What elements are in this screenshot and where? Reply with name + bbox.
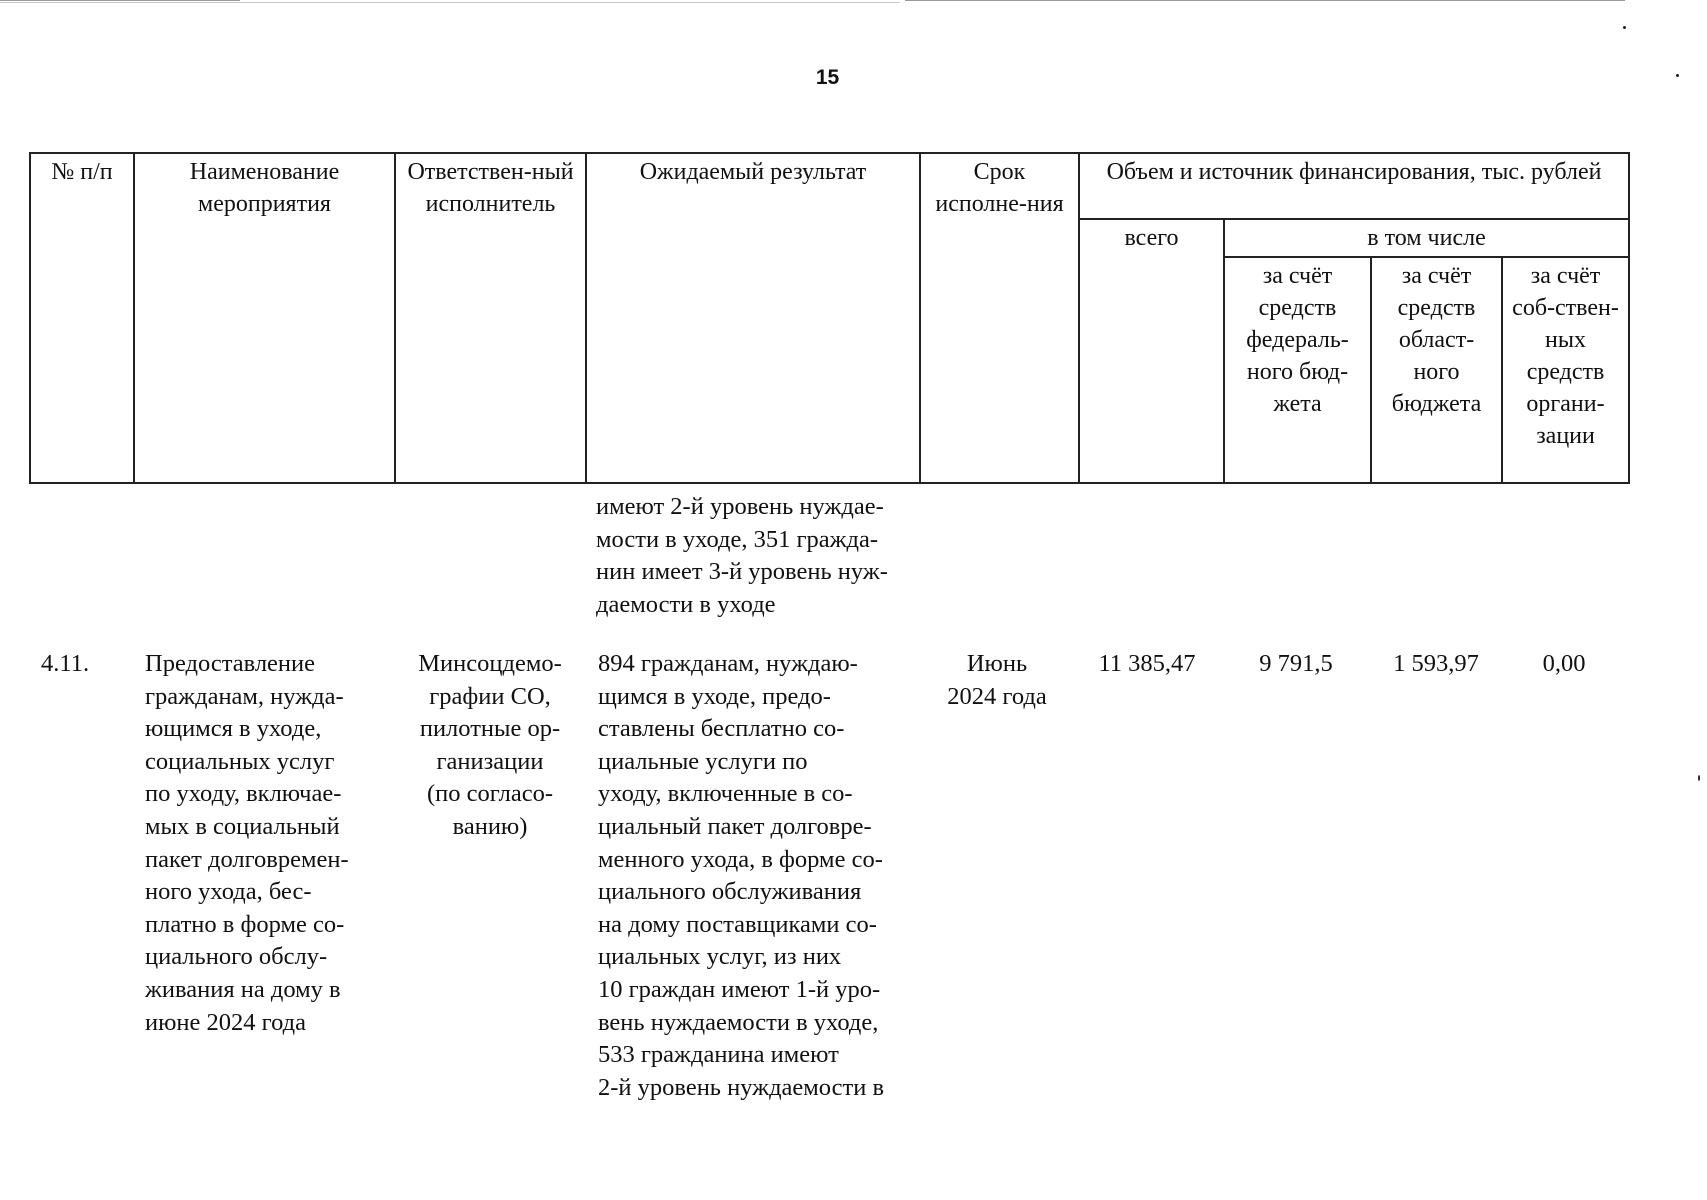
row-num: 4.11. (41, 650, 90, 677)
row-result-line: уходу, включенные в со- (598, 780, 853, 808)
row-name-line: июне 2024 года (145, 1008, 306, 1036)
row-name-line: живания на дому в (145, 975, 341, 1003)
row-result-line: циальных услуг, из них (598, 943, 842, 971)
scan-speck (1676, 74, 1679, 77)
row-name-line: социальных услуг (145, 747, 335, 775)
row-executor (398, 648, 582, 844)
row-result-line: менного ухода, в форме со- (598, 845, 883, 873)
continuation-result-line: даемости в уходе (596, 590, 776, 618)
row-name-line: по уходу, включае- (145, 780, 342, 808)
row-result-line: циальные услуги по (598, 747, 808, 775)
header-name: Наименование мероприятия (134, 153, 395, 483)
table-header (29, 152, 1630, 484)
row-result-line: циального обслуживания (598, 878, 862, 906)
row-result-line: 533 гражданина имеют (598, 1041, 839, 1069)
row-executor-line: пилотные ор- (419, 715, 561, 743)
row-result (598, 648, 910, 1104)
row-result-line: на дому поставщиками со- (598, 910, 877, 938)
header-own: за счёт соб-ствен-ных средств органи-зации (1502, 257, 1629, 483)
header-deadline: Срок исполне-ния (920, 153, 1079, 483)
scan-speck (1623, 26, 1626, 29)
row-name-line: ющимся в уходе, (145, 715, 322, 743)
scan-edge-line (0, 2, 900, 3)
header-executor: Ответствен-ный исполнитель (395, 153, 586, 483)
scan-edge-line (905, 0, 1625, 1)
row-total: 11 385,47 (1098, 650, 1196, 677)
row-executor-line: ванию) (452, 812, 528, 840)
row-executor-line: ганизации (436, 747, 544, 775)
header-funding: Объем и источник финансирования, тыс. рублей (1079, 153, 1629, 219)
row-executor-line: графии СО, (429, 682, 551, 710)
row-executor-line: Минсоцдемо- (418, 650, 562, 677)
header-num: № п/п (30, 153, 134, 483)
row-result-line: циальный пакет долговре- (598, 812, 872, 840)
row-result-line: щимся в уходе, предо- (598, 682, 831, 710)
row-executor-line: (по согласо- (427, 780, 553, 808)
header-including: в том числе (1224, 219, 1629, 257)
row-name-line: ного ухода, бес- (145, 878, 312, 906)
row-own: 0,00 (1542, 650, 1586, 677)
scan-edge-line (0, 0, 240, 1)
continuation-result-line: имеют 2-й уровень нуждае- (596, 493, 884, 520)
row-name-line: Предоставление (145, 650, 316, 677)
row-name-line: мых в социальный (145, 812, 340, 840)
row-federal: 9 791,5 (1259, 650, 1333, 677)
header-result: Ожидаемый результат (586, 153, 920, 483)
row-deadline-line: 2024 года (947, 682, 1047, 710)
header-regional: за счёт средств област-ного бюджета (1371, 257, 1502, 483)
row-name-line: пакет долговремен- (145, 845, 349, 873)
scan-speck (1698, 775, 1700, 781)
row-result-line: 894 гражданам, нуждаю- (598, 650, 858, 677)
continuation-result-line: мости в уходе, 351 гражда- (596, 525, 879, 553)
row-regional: 1 593,97 (1393, 650, 1479, 677)
continuation-result (596, 491, 910, 621)
row-result-line: 10 граждан имеют 1-й уро- (598, 975, 881, 1003)
row-result-line: ставлены бесплатно со- (598, 715, 845, 743)
row-name-line: циального обслу- (145, 943, 328, 971)
row-name-line: платно в форме со- (145, 910, 345, 938)
row-name (145, 648, 385, 1039)
continuation-result-line: нин имеет 3-й уровень нуж- (596, 558, 888, 586)
row-result-line: 2-й уровень нуждаемости в (598, 1073, 885, 1101)
row-deadline (930, 648, 1064, 713)
row-result-line: вень нуждаемости в уходе, (598, 1008, 879, 1036)
page-number: 15 (815, 66, 840, 89)
row-deadline-line: Июнь (966, 650, 1028, 677)
row-name-line: гражданам, нужда- (145, 682, 344, 710)
header-federal: за счёт средств федераль-ного бюд-жета (1224, 257, 1371, 483)
header-total: всего (1079, 219, 1224, 483)
